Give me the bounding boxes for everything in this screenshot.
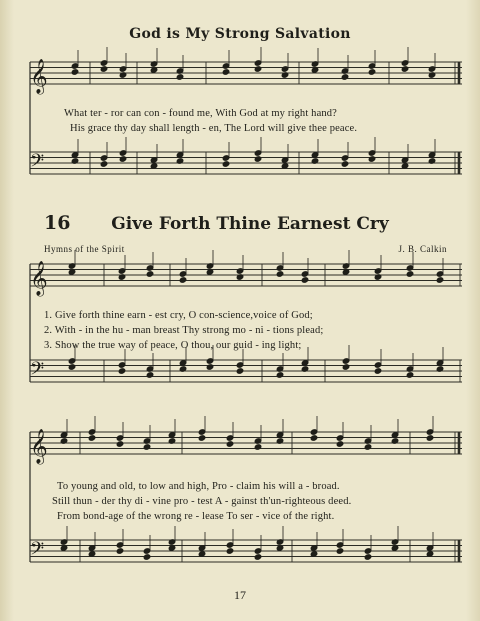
note-head: [198, 435, 205, 441]
note-head: [179, 277, 186, 283]
note-head: [254, 548, 261, 554]
note-head: [118, 268, 125, 274]
note-head: [436, 277, 443, 283]
note-head: [368, 150, 375, 156]
note-head: [146, 372, 153, 378]
clef-glyph: 𝄢: [30, 539, 45, 564]
clef-glyph: 𝄢: [30, 359, 45, 384]
note-head: [118, 368, 125, 374]
note-head: [374, 362, 381, 368]
note-head: [336, 435, 343, 441]
note-head: [222, 69, 229, 75]
note-head: [310, 435, 317, 441]
note-head: [179, 271, 186, 277]
clef-glyph: 𝄢: [30, 151, 45, 176]
note-head: [226, 435, 233, 441]
note-head: [364, 444, 371, 450]
note-head: [116, 542, 123, 548]
note-head: [206, 358, 213, 364]
note-head: [254, 444, 261, 450]
note-head: [254, 554, 261, 560]
note-head: [374, 268, 381, 274]
note-head: [100, 60, 107, 66]
hymn-title-god-is-my-strong-salvation: God is My Strong Salvation: [129, 26, 351, 42]
note-head: [116, 435, 123, 441]
note-head: [406, 271, 413, 277]
note-head: [116, 441, 123, 447]
page-number: 17: [234, 588, 246, 602]
note-head: [88, 435, 95, 441]
note-head: [100, 161, 107, 167]
note-head: [341, 155, 348, 161]
note-head: [342, 364, 349, 370]
note-head: [236, 368, 243, 374]
note-head: [236, 268, 243, 274]
note-head: [364, 548, 371, 554]
note-head: [276, 271, 283, 277]
note-head: [342, 358, 349, 364]
note-head: [198, 429, 205, 435]
note-head: [206, 364, 213, 370]
note-head: [222, 63, 229, 69]
words-credit: Hymns of the Spirit: [44, 244, 125, 254]
note-head: [281, 66, 288, 72]
note-head: [368, 63, 375, 69]
note-head: [364, 554, 371, 560]
note-head: [119, 156, 126, 162]
note-head: [226, 441, 233, 447]
note-head: [88, 429, 95, 435]
note-head: [310, 429, 317, 435]
verse1-line-b: To young and old, to low and high, Pro - claim his will a - broad.: [57, 481, 340, 492]
note-head: [226, 548, 233, 554]
lyric-line-2: His grace thy day shall length - en, The Lord will give thee peace.: [70, 123, 358, 134]
note-head: [68, 364, 75, 370]
note-head: [336, 441, 343, 447]
note-head: [143, 444, 150, 450]
note-head: [176, 74, 183, 80]
note-head: [71, 63, 78, 69]
hymn-title-give-forth: Give Forth Thine Earnest Cry: [111, 214, 389, 234]
note-head: [336, 542, 343, 548]
note-head: [426, 435, 433, 441]
note-head: [341, 74, 348, 80]
note-head: [406, 372, 413, 378]
note-head: [119, 66, 126, 72]
note-head: [368, 69, 375, 75]
note-head: [401, 66, 408, 72]
note-head: [301, 271, 308, 277]
verse3-line-a: 3. Show the true way of peace, O thou, our guid - ing light;: [44, 340, 302, 351]
note-head: [368, 156, 375, 162]
note-head: [254, 60, 261, 66]
clef-glyph: 𝄞: [30, 429, 48, 464]
clef-glyph: 𝄞: [30, 59, 48, 94]
note-head: [222, 155, 229, 161]
note-head: [436, 271, 443, 277]
note-head: [116, 548, 123, 554]
note-head: [143, 554, 150, 560]
note-head: [276, 265, 283, 271]
verse3-line-b: From bond-age of the wrong re - lease To ser - vice of the right.: [57, 511, 335, 522]
note-head: [143, 548, 150, 554]
note-head: [336, 548, 343, 554]
note-head: [428, 66, 435, 72]
lyric-line-1: What ter - ror can con - found me, With God at my right hand?: [64, 108, 337, 119]
note-head: [222, 161, 229, 167]
music-credit: J. B. Calkin: [398, 244, 447, 254]
clef-glyph: 𝄞: [30, 261, 48, 296]
note-head: [254, 156, 261, 162]
note-head: [119, 150, 126, 156]
note-head: [146, 271, 153, 277]
note-head: [406, 265, 413, 271]
note-head: [68, 358, 75, 364]
note-head: [254, 150, 261, 156]
note-head: [254, 66, 261, 72]
note-head: [374, 368, 381, 374]
note-head: [146, 265, 153, 271]
note-head: [71, 69, 78, 75]
note-head: [401, 60, 408, 66]
note-head: [276, 372, 283, 378]
note-head: [301, 277, 308, 283]
note-head: [118, 362, 125, 368]
verse2-line-b: Still thun - der thy di - vine pro - test A - gainst th'un-righteous deed.: [52, 496, 352, 507]
note-head: [100, 155, 107, 161]
note-head: [341, 161, 348, 167]
note-head: [426, 429, 433, 435]
verse1-line-a: 1. Give forth thine earn - est cry, O con-science,voice of God;: [44, 310, 313, 321]
note-head: [236, 362, 243, 368]
note-head: [226, 542, 233, 548]
verse2-line-a: 2. With - in the hu - man breast Thy strong mo - ni - tions plead;: [44, 325, 324, 336]
note-head: [100, 66, 107, 72]
hymn-number: 16: [44, 212, 71, 234]
